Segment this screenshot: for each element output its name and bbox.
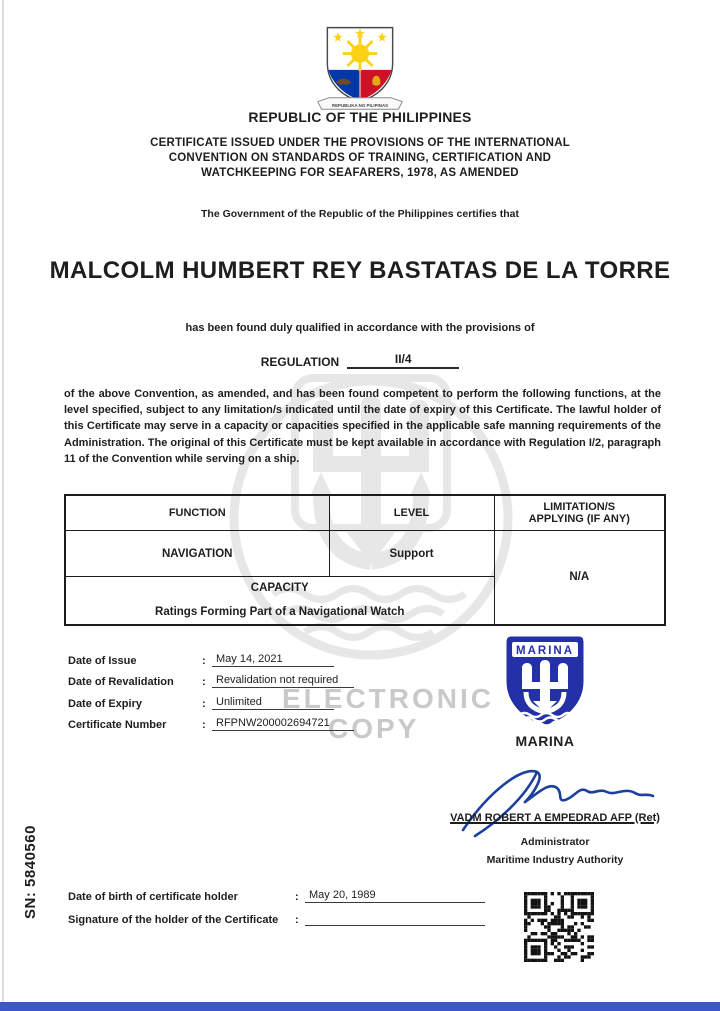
column-header-function: FUNCTION	[65, 495, 329, 531]
date-of-issue-row	[68, 645, 354, 667]
philippine-coat-of-arms-icon	[312, 24, 408, 110]
footer-rows	[68, 880, 485, 926]
date-of-issue-label: Date of Issue	[68, 654, 137, 667]
date-of-expiry-value: Unlimited	[212, 696, 334, 710]
watermark-line2: COPY	[328, 713, 420, 744]
marina-logo-icon	[505, 635, 585, 727]
capacity-value: Ratings Forming Part of a Navigational Watch	[155, 606, 405, 619]
certificate-number-label: Certificate Number	[68, 719, 167, 731]
marina-caption: MARINA	[515, 733, 575, 749]
certificate-header-line1: CERTIFICATE ISSUED UNDER THE PROVISIONS OF THE INTERNATIONAL	[150, 137, 570, 149]
competency-table	[64, 494, 666, 626]
capacity-label: CAPACITY	[250, 582, 309, 595]
signatory-organization: Maritime Industry Authority	[486, 854, 624, 866]
column-header-limitation	[494, 495, 665, 531]
limitation-header-line1: LIMITATION/S	[543, 501, 616, 513]
certificate-header-line3: WATCHKEEPING FOR SEAFARERS, 1978, AS AMENDED	[201, 167, 519, 179]
certificate-header-line2: CONVENTION ON STANDARDS OF TRAINING, CERTIFICATION AND	[168, 152, 552, 164]
holder-signature-blank	[305, 924, 485, 926]
limitation-header-line2: APPLYING (IF ANY)	[528, 513, 630, 525]
capacity-cell	[65, 577, 494, 625]
signatory-title: Administrator	[520, 836, 590, 848]
colon: :	[202, 676, 206, 688]
marina-logo-text: MARINA	[516, 645, 574, 657]
date-of-revalidation-row	[68, 667, 354, 689]
date-of-expiry-row	[68, 688, 354, 710]
date-of-birth-label: Date of birth of certificate holder	[68, 891, 238, 903]
column-header-level: LEVEL	[329, 495, 494, 531]
holder-signature-label: Signature of the holder of the Certificate	[68, 914, 279, 926]
watermark-line1: ELECTRONIC	[282, 683, 494, 714]
date-of-revalidation-label: Date of Revalidation	[68, 676, 174, 688]
colon: :	[202, 697, 206, 710]
bottom-blue-bar	[0, 1002, 720, 1011]
qualified-line: has been found duly qualified in accordance with the provisions of	[185, 322, 535, 334]
certificate-number-value: RFPNW200002694721	[212, 717, 354, 731]
level-cell: Support	[329, 531, 494, 577]
holder-signature-row	[68, 903, 485, 926]
function-cell: NAVIGATION	[65, 531, 329, 577]
seal-banner-text: REPUBLIKA NG PILIPINAS	[331, 102, 389, 108]
certificate-details	[68, 645, 354, 731]
date-of-issue-value: May 14, 2021	[212, 653, 334, 667]
date-of-revalidation-value: Revalidation not required	[212, 674, 354, 688]
colon: :	[295, 891, 299, 903]
regulation-row	[0, 352, 720, 369]
certificate-header	[0, 136, 720, 181]
table-header-row	[65, 495, 665, 531]
country-title: REPUBLIC OF THE PHILIPPINES	[248, 109, 472, 125]
holder-name: MALCOLM HUMBERT REY BASTATAS DE LA TORRE	[49, 257, 671, 284]
table-row	[65, 531, 665, 577]
certificate-body-paragraph: of the above Convention, as amended, and has been found competent to perform the following functions, at the level specified, subject to any limitation/s indicated until the date of expiry of this Certificate. The lawful holder of this Certificate may serve in a capacity or capacities specified in the applicable safe manning requirements of the Administration. The original of this Certificate must be kept available in accordance with Regulation I/2, paragraph 11 of the Convention while serving on a ship.	[64, 388, 661, 465]
limitation-cell: N/A	[494, 531, 665, 625]
colon: :	[202, 654, 206, 667]
serial-number: SN: 5840560	[22, 825, 39, 919]
date-of-birth-value: May 20, 1989	[305, 889, 485, 903]
signatory-name: VADM ROBERT A EMPEDRAD AFP (Ret)	[450, 812, 660, 824]
regulation-value: II/4	[347, 352, 459, 369]
qr-code	[524, 892, 594, 962]
certifies-line: The Government of the Republic of the Philippines certifies that	[201, 208, 519, 220]
administrator-signature-icon	[445, 760, 670, 838]
certificate-number-row	[68, 710, 354, 732]
colon: :	[295, 914, 299, 926]
date-of-birth-row	[68, 880, 485, 903]
date-of-expiry-label: Date of Expiry	[68, 697, 142, 710]
colon: :	[202, 719, 206, 731]
regulation-label: REGULATION	[260, 355, 340, 369]
